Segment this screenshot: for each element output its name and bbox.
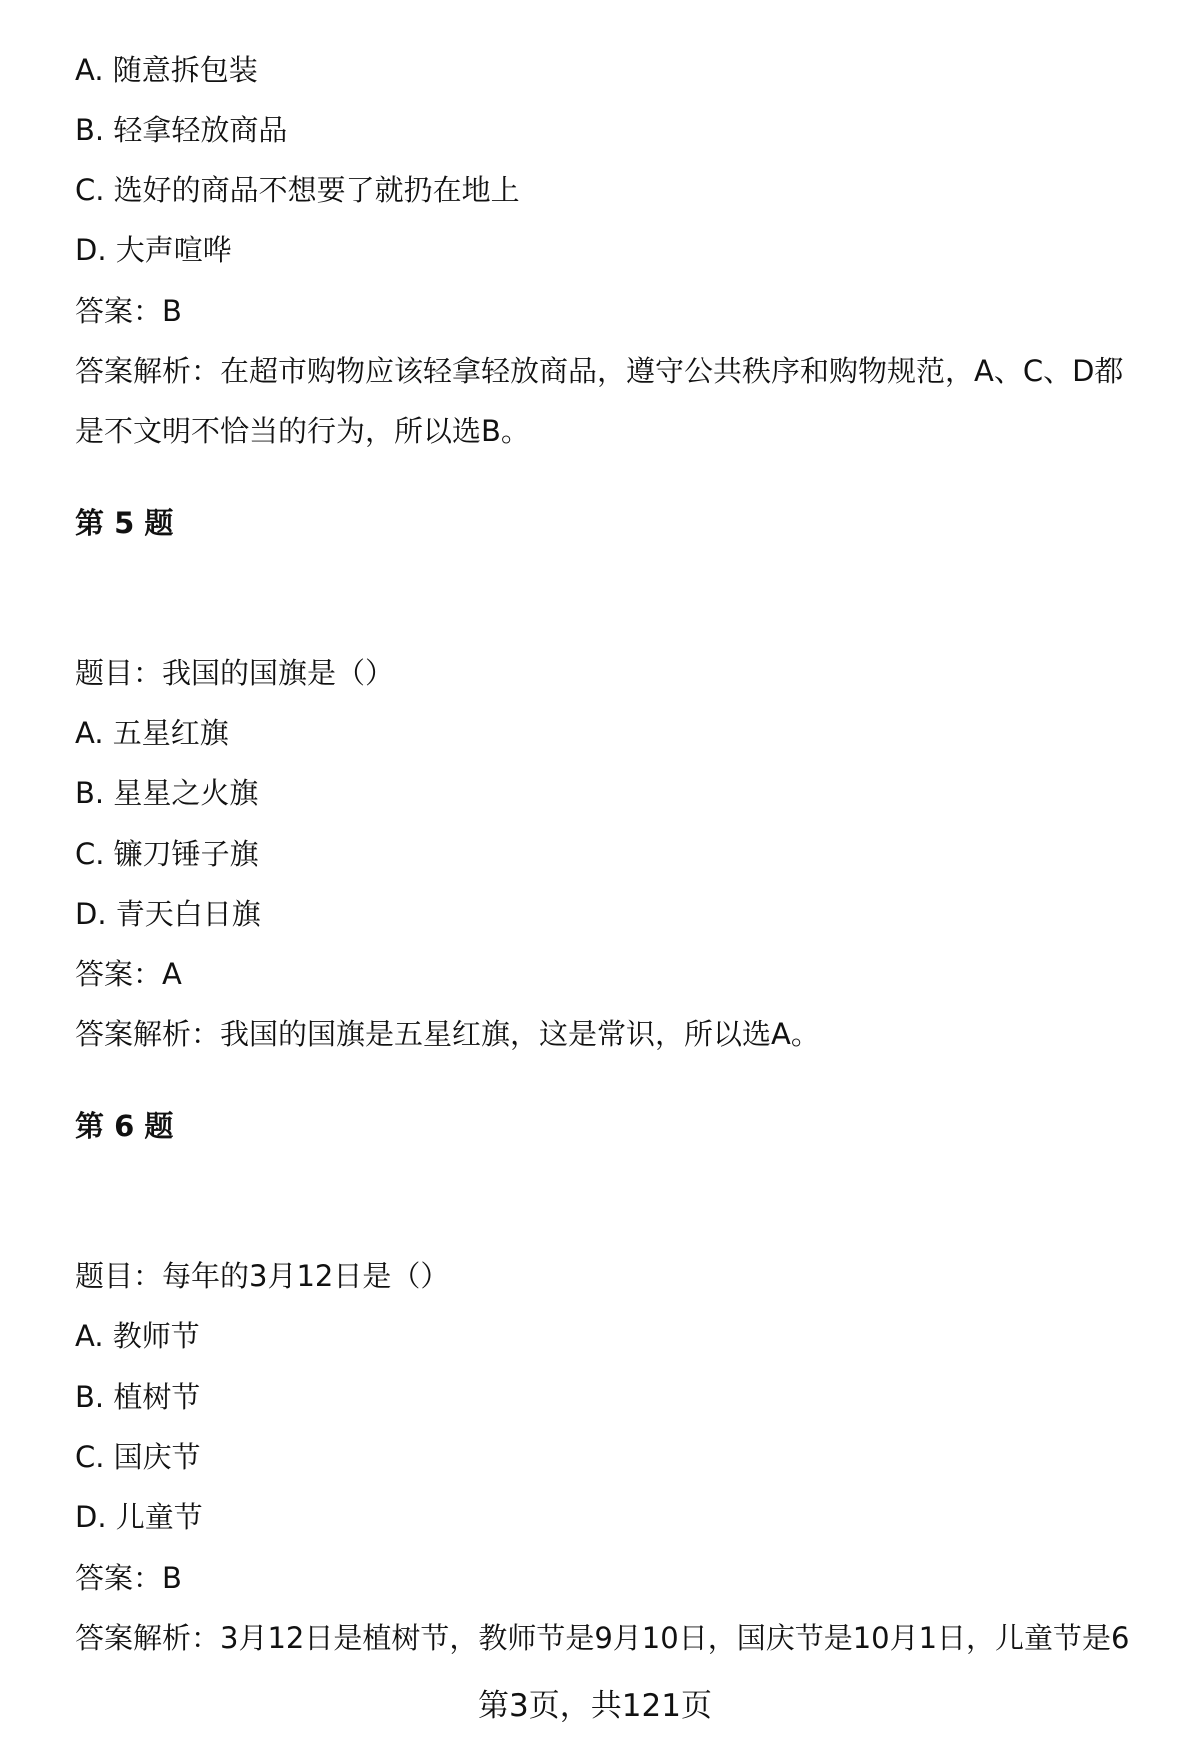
option-c: C. 选好的商品不想要了就扔在地上 — [75, 173, 520, 207]
option-a: A. 随意拆包装 — [75, 53, 258, 87]
option-b: B. 植树节 — [75, 1380, 201, 1414]
option-c: C. 镰刀锤子旗 — [75, 837, 259, 871]
option-a: A. 五星红旗 — [75, 716, 229, 750]
option-b: B. 轻拿轻放商品 — [75, 113, 288, 147]
explanation-text-line-1: 答案解析：在超市购物应该轻拿轻放商品，遵守公共秩序和购物规范，A、C、D都 — [75, 354, 1124, 388]
question-heading: 第 6 题 — [75, 1109, 174, 1143]
answer-text: 答案：A — [75, 957, 182, 991]
option-c: C. 国庆节 — [75, 1440, 201, 1474]
question-stem: 题目：我国的国旗是（） — [75, 656, 395, 690]
option-d: D. 大声喧哗 — [75, 233, 232, 267]
answer-text: 答案：B — [75, 1561, 182, 1595]
option-d: D. 儿童节 — [75, 1500, 203, 1534]
option-a: A. 教师节 — [75, 1319, 200, 1353]
option-d: D. 青天白日旗 — [75, 897, 261, 931]
page-number-footer: 第3页，共121页 — [478, 1688, 712, 1724]
option-b: B. 星星之火旗 — [75, 776, 259, 810]
explanation-text: 答案解析：3月12日是植树节，教师节是9月10日，国庆节是10月1日，儿童节是6 — [75, 1621, 1130, 1655]
explanation-text-line-2: 是不文明不恰当的行为，所以选B。 — [75, 414, 530, 448]
question-heading: 第 5 题 — [75, 506, 174, 540]
explanation-text: 答案解析：我国的国旗是五星红旗，这是常识，所以选A。 — [75, 1017, 820, 1051]
answer-text: 答案：B — [75, 294, 182, 328]
question-stem: 题目：每年的3月12日是（） — [75, 1259, 450, 1293]
